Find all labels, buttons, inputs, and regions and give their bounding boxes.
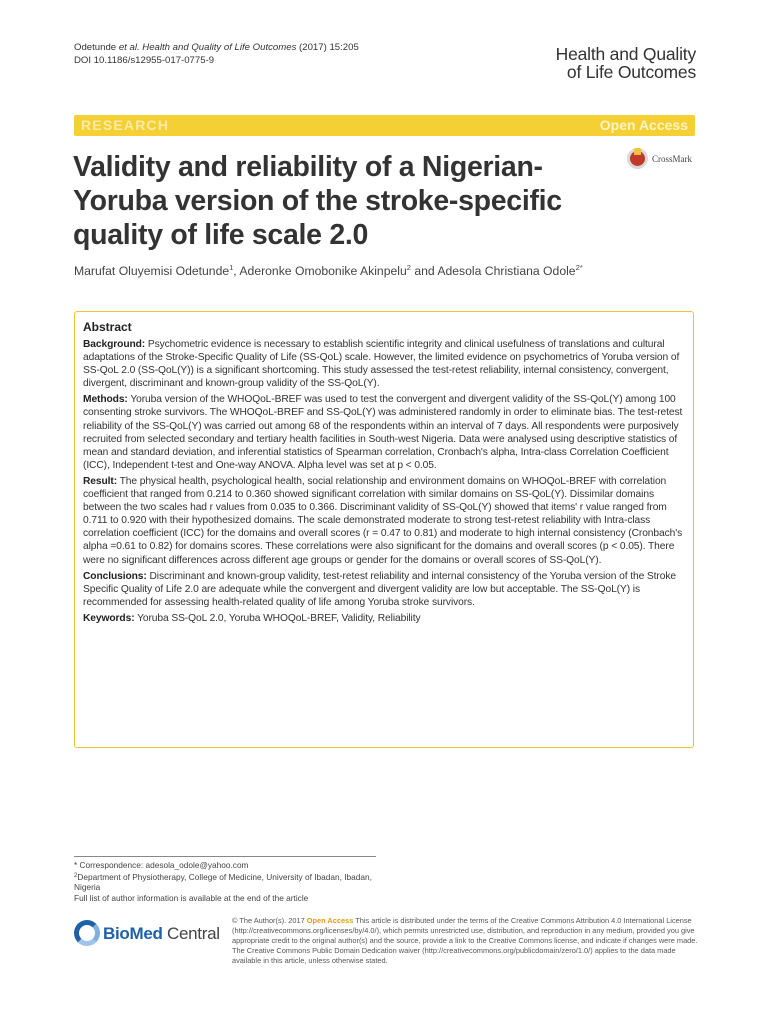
publisher-logo [74, 920, 224, 948]
author-affiliation-marker: 2* [575, 263, 583, 272]
background-label: Background: [83, 339, 146, 350]
abstract-box [74, 311, 694, 748]
affiliation-text: Department of Physiotherapy, College of Medicine, University of Ibadan, Ibadan, Nigeria [74, 871, 372, 893]
crossmark-badge[interactable] [627, 148, 699, 170]
crossmark-icon [627, 148, 648, 169]
author-affiliation-marker: 1 [229, 263, 234, 272]
footnote-divider [74, 856, 376, 857]
abstract-result [83, 475, 684, 567]
citation-header [74, 41, 359, 67]
journal-logo [556, 45, 696, 81]
abstract-background [83, 338, 684, 390]
license-text: This article is distributed under the terms of the Creative Commons Attribution 4.0 International License (http://creativecommons.org/licenses/by/4.0/), which permits unrestricted use, distribution, and reproduction in any medium, provided you give appropriate credit to the original author(s) and the source, provide a link to the Creative Commons license, and indicate if changes were made. The Creative Commons Public Domain Dedication waiver (http://creativecommons.org/publicdomain/zero/1.0/) applies to the data made available in this article, unless otherwise stated. [232, 916, 698, 965]
author-name[interactable]: Adesola Christiana Odole [437, 264, 576, 278]
abstract-conclusions [83, 570, 684, 609]
copyright-text: © The Author(s). 2017 [232, 916, 307, 925]
open-access-label: Open Access [599, 117, 688, 133]
author-info-note: Full list of author information is available at the end of the article [74, 892, 309, 903]
affiliation-note [74, 871, 384, 893]
citation-authors: Odetunde [74, 42, 119, 53]
crossmark-label: CrossMark [652, 154, 692, 164]
citation-line [74, 41, 359, 54]
footnotes [74, 860, 384, 903]
journal-name-line1: Health and Quality [555, 44, 696, 64]
publisher-wordmark [103, 924, 220, 944]
author-affiliation-marker: 2 [406, 263, 411, 272]
citation-journal: et al. Health and Quality of Life Outcomes [118, 42, 297, 53]
keywords-label: Keywords: [83, 612, 135, 624]
abstract-keywords [83, 612, 684, 625]
affiliation-marker: 2 [74, 872, 78, 879]
license-statement [232, 916, 698, 966]
author-separator: and [410, 264, 438, 278]
methods-text: Yoruba version of the WHOQoL-BREF was used to test the convergent and divergent validity of the SS-QoL(Y) among 100 consenting stroke survivors. The WHOQoL-BREF and SS-QoL(Y) was administered randomly in order to eliminate bias. The test-retest reliability of the SS-QoL(Y) was carried out among 68 of the respondents within an interval of 7 days. All respondents were purposively recruited from selected secondary and tertiary health facilities in South-west Nigeria. Data were analysed using descriptive statistics of mean and standard deviation, and inferential statistics of Spearman correlation, Cronbach's alpha, Intra-class Correlation Coefficient (ICC), Independent t-test and One-way ANOVA. Alpha level was set at p < 0.05. [83, 394, 683, 471]
conclusions-text: Discriminant and known-group validity, test-retest reliability and internal consistency of the Yoruba version of the Stroke Specific Quality of Life 2.0 are adequate while the convergent and divergent validity are low but acceptable. The SS-QoL(Y) is recommended for assessing health-related quality of life among Yoruba stroke survivors. [83, 570, 676, 608]
biomed-ring-icon [74, 920, 100, 946]
result-text: The physical health, psychological health, social relationship and environment domains on WHOQoL-BREF with correlation coefficient that ranged from 0.214 to 0.360 showed significant correlation with similar domains on SS-QoL(Y). Dissimilar domains between the two scales had r values from 0.035 to 0.366. Discriminant validity of SS-QoL(Y) showed that items' r value ranged from 0.711 to 0.920 with their hypothesized domains. The scale demonstrated moderate to strong test-retest reliability with Intra-class correlation coefficient (ICC) for the domains and overall scores (r = 0.47 to 0.81) and moderate to high internal consistency (Cronbach's alpha =0.61 to 0.82) for domains scores. These correlations were also significant for the domains and overall scores (p < 0.05). There were no significant differences across different age groups or gender for the domains or overall scores of SS-QoL(Y). [83, 475, 683, 566]
correspondence-note[interactable]: * Correspondence: adesola_odole@yahoo.com [74, 860, 249, 870]
author-name[interactable]: Marufat Oluyemisi Odetunde [74, 264, 230, 278]
article-title: Validity and reliability of a Nigerian-Yoruba version of the stroke-specific quality of life scale 2.0 [73, 151, 562, 251]
publisher-name-rest: Central [162, 924, 220, 943]
section-label: RESEARCH [81, 117, 170, 133]
author-separator: , [233, 264, 240, 278]
abstract-methods [83, 393, 684, 472]
citation-volume: (2017) 15:205 [296, 42, 359, 53]
methods-label: Methods: [83, 394, 128, 406]
result-label: Result: [83, 475, 118, 487]
section-banner [74, 115, 695, 136]
doi-line: DOI 10.1186/s12955-017-0775-9 [74, 55, 215, 66]
open-access-inline: Open Access [306, 916, 354, 925]
journal-name-line2: of Life Outcomes [566, 62, 696, 82]
author-name[interactable]: Aderonke Omobonike Akinpelu [239, 264, 407, 278]
conclusions-label: Conclusions: [83, 570, 147, 582]
abstract-heading: Abstract [83, 320, 132, 334]
background-text: Psychometric evidence is necessary to establish scientific integrity and clinical usefulness of translations and cultural adaptations of the Stroke-Specific Quality of Life (SS-QoL) scale. However, the limited evidence on psychometrics of Yoruba version of SS-QoL 2.0 (SS-QoL(Y)) is a significant shortcoming. This study assessed the test-retest reliability, internal consistency, convergent, divergent, discriminant and known-group validity of the SS-QoL(Y). [83, 339, 680, 390]
publisher-name-bold: BioMed [103, 924, 163, 943]
author-list [74, 263, 714, 278]
keywords-text: Yoruba SS-QoL 2.0, Yoruba WHOQoL-BREF, Validity, Reliability [134, 612, 421, 624]
